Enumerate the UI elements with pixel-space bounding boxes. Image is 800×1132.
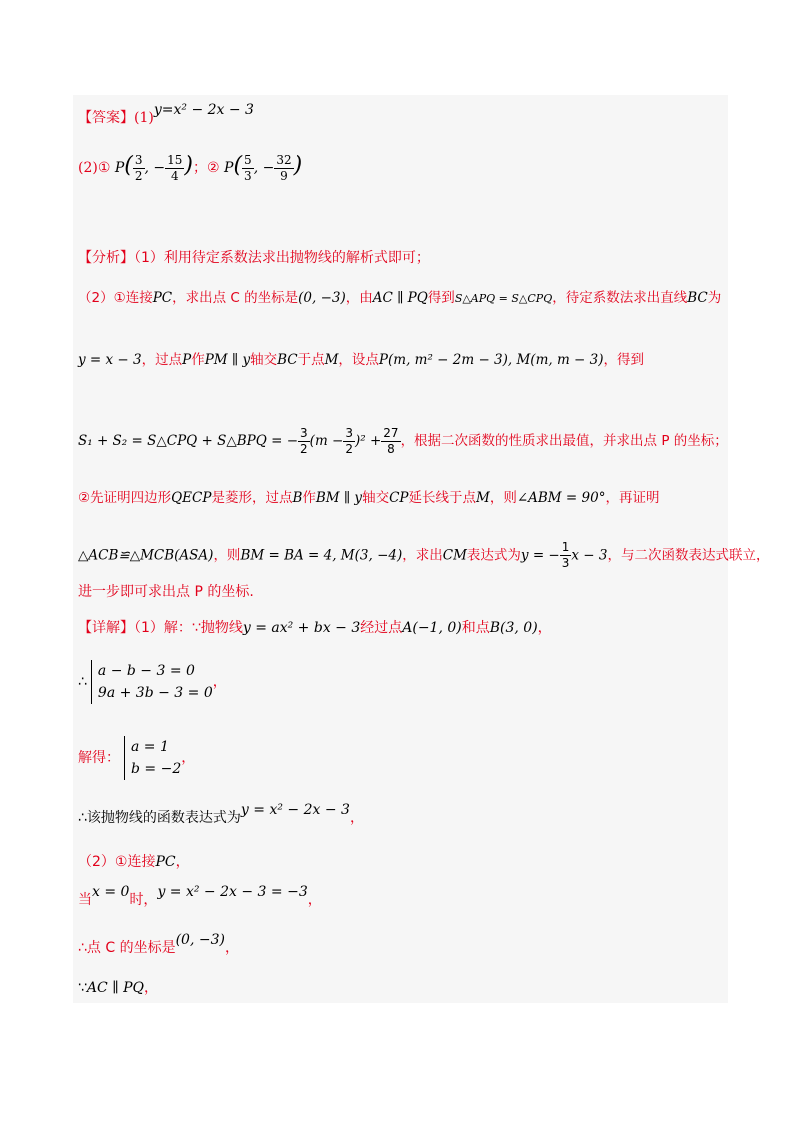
detail-solution: 解得： a = 1 b = −2 ， — [78, 736, 195, 780]
detail-label: 【详解】 — [78, 620, 134, 636]
detail-point-c: ∴点 C 的坐标是(0, −3)， — [78, 932, 239, 956]
analysis-line-2: （2）①连接PC，求出点 C 的坐标是(0, −3)，由AC ∥ PQ得到S△APQ = S△CPQ，待定系数法求出直线BC为 — [78, 290, 722, 306]
detail-line-1: 【详解】（1）解：∵抛物线y = ax² + bx − 3经过点A(−1, 0)和点B(3, 0)， — [78, 620, 552, 636]
analysis-line-5: ②先证明四边形QECP是菱形，过点B作BM ∥ y轴交CP延长线于点M，则∠ABM = 90°，再证明 — [78, 490, 660, 506]
analysis-line-1: 【分析】（1）利用待定系数法求出抛物线的解析式即可； — [78, 250, 430, 266]
analysis-line-4: S₁ + S₂ = S△CPQ + S△BPQ = − $\frac{3}{2}$ (m − $\frac{3}{2}$ )² + $\frac{27}{8}$ ，根据二次函数的性质求出最值，并求出点 P 的坐标； — [78, 425, 728, 456]
analysis-line-7: 进一步即可求出点 P 的坐标. — [78, 584, 254, 600]
answer-line-2: (2)① P( $\frac{3}{2}$ , − $\frac{15}{4}$ )；② P( $\frac{5}{3}$ , − $\frac{32}{9}$ ) — [78, 152, 303, 183]
answer-eq1: y=x² − 2x − 3 — [153, 102, 254, 118]
detail-since: ∵AC ∥ PQ， — [78, 980, 159, 996]
analysis-label: 【分析】 — [78, 250, 134, 266]
detail-part2: （2）①连接PC， — [78, 854, 190, 870]
p2-x: $\frac{5}{3}$ — [244, 152, 252, 183]
answer-part2: (2)① — [78, 160, 111, 176]
answer-line-1 — [78, 102, 254, 128]
analysis-line-6: △ACB≌△MCB(ASA)，则BM = BA = 4, M(3, −4)，求出CM表达式为y = − $\frac{1}{3}$ x − 3，与二次函数表达式联立， — [78, 540, 770, 570]
answer-sep: ；② — [193, 160, 220, 176]
answer-part1: (1) — [134, 110, 154, 126]
p1-prefix: P — [114, 160, 125, 176]
detail-system-1: ∴ a − b − 3 = 0 9a + 3b − 3 = 0 ， — [78, 660, 227, 704]
p1-x: $\frac{3}{2}$ — [134, 152, 143, 183]
p2-prefix: P — [224, 160, 234, 176]
answer-label: 【答案】 — [78, 110, 134, 126]
detail-expression: ∴该抛物线的函数表达式为y = x² − 2x − 3， — [78, 802, 364, 826]
p1-y: $\frac{15}{4}$ — [167, 152, 183, 183]
detail-when: 当x = 0时，y = x² − 2x − 3 = −3， — [78, 884, 322, 908]
p2-y: $\frac{32}{9}$ — [276, 152, 292, 183]
analysis-line-3: y = x − 3，过点P作PM ∥ y轴交BC于点M，设点P(m, m² − 2m − 3), M(m, m − 3)，得到 — [78, 352, 645, 368]
